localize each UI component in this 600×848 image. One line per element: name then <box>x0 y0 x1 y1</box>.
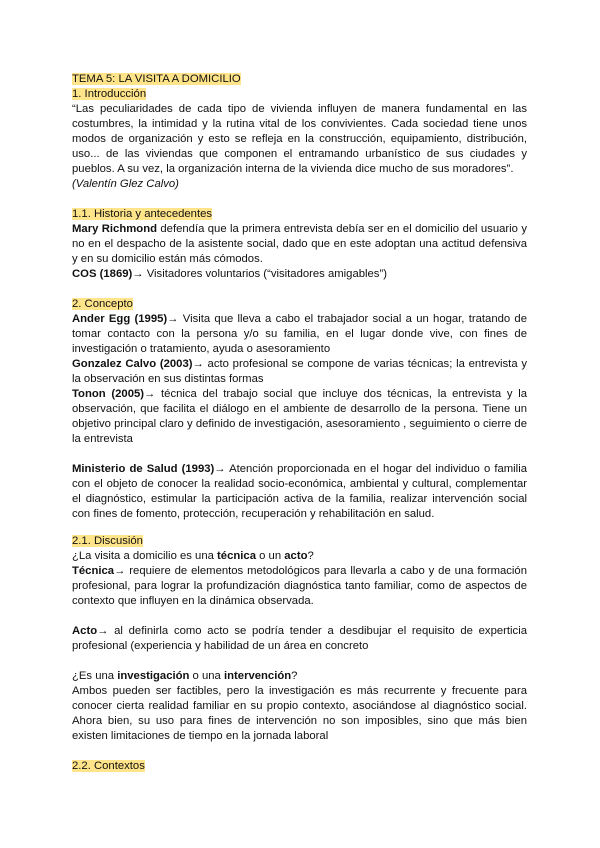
ambos-paragraph: Ambos pueden ser factibles, pero la investigación es más recurrente y frecuente para conocer cierta realidad familiar en su propio contexto, asociándose al diagnóstico social. Ahora bien, su uso para fines de intervención no son imposibles, sino que más bien existen limitaciones de tiempo en la jornada laboral <box>72 685 527 742</box>
tecnica-term: Técnica <box>72 565 115 577</box>
acto-paragraph: Acto→ al definirla como acto se podría tender a desdibujar el requisito de experticia profesional (experiencia y habilidad de un área en concreto <box>72 625 527 652</box>
ministerio-paragraph: Ministerio de Salud (1993)→ Atención proporcionada en el hogar del individuo o familia con el objeto de conocer la realidad socio-económica, ambiental y cultural, complementar el diagnóstico, estimular la participación activa de la familia, realizar intervención social con fines de fomento, protección, recuperación y rehabilitación en salud. <box>72 463 527 520</box>
egg-paragraph: Ander Egg (1995)→ Visita que lleva a cabo el trabajador social a un hogar, tratando de tomar contacto con la persona y/o su familia, en el lugar donde vive, con fines de investigación o tratamiento, ayuda o asesoramiento <box>72 313 527 355</box>
question-investigacion-intervencion: ¿Es una investigación o una intervención? <box>72 670 298 682</box>
document-title: TEMA 5: LA VISITA A DOMICILIO <box>72 73 241 85</box>
tecnica-paragraph: Técnica→ requiere de elementos metodológicos para llevarla a cabo y de una formación profesional, para lograr la profundización diagnóstica tanto familiar, como de aspectos de contexto que influyen en la dinámica observada. <box>72 565 527 607</box>
richmond-paragraph: Mary Richmond defendía que la primera entrevista debía ser en el domicilio del usuario y no en el despacho de la asistente social, dado que en este adoptan una actitud defensiva y en su domicilio están más cómodos. <box>72 223 527 265</box>
section-heading-concepto: 2. Concepto <box>72 298 133 310</box>
gonzalez-name: Gonzalez Calvo (2003) <box>72 358 193 370</box>
cos-name: COS (1869) <box>72 268 133 280</box>
richmond-name: Mary Richmond <box>72 223 157 235</box>
tonon-paragraph: Tonon (2005)→ técnica del trabajo social que incluye dos técnicas, la entrevista y la observación, que facilita el diálogo en el ambiente de desarrollo de la persona. Tiene un objetivo principal claro y definido de investigación, asesoramiento , seguimiento o cierre de la entrevista <box>72 388 527 445</box>
section-heading-contextos: 2.2. Contextos <box>72 760 145 772</box>
section-heading-introduccion: 1. Introducción <box>72 88 147 100</box>
ministerio-name: Ministerio de Salud (1993) <box>72 463 215 475</box>
tonon-name: Tonon (2005) <box>72 388 145 400</box>
egg-name: Ander Egg (1995) <box>72 313 168 325</box>
acto-term: Acto <box>72 625 98 637</box>
section-heading-historia: 1.1. Historia y antecedentes <box>72 208 213 220</box>
quote-author: (Valentín Glez Calvo) <box>72 178 179 190</box>
cos-paragraph: COS (1869)→ Visitadores voluntarios (“visitadores amigables”) <box>72 268 387 280</box>
gonzalez-paragraph: Gonzalez Calvo (2003)→ acto profesional se compone de varias técnicas; la entrevista y la observación en sus distintas formas <box>72 358 528 385</box>
document-page <box>72 72 527 774</box>
question-tecnica-acto: ¿La visita a domicilio es una técnica o un acto? <box>72 550 314 562</box>
section-heading-discusion: 2.1. Discusión <box>72 535 143 547</box>
intro-quote: “Las peculiaridades de cada tipo de vivienda influyen de manera fundamental en las costumbres, la intimidad y la rutina vital de los convivientes. Cada sociedad tiene unos modos de organización y esto se refleja en la construcción, equipamiento, distribución, uso... de las viviendas que componen el entramando urbanístico de sus ciudades y pueblos. A su vez, la organización interna de la vivienda dice mucho de sus moradores”. <box>72 103 527 175</box>
